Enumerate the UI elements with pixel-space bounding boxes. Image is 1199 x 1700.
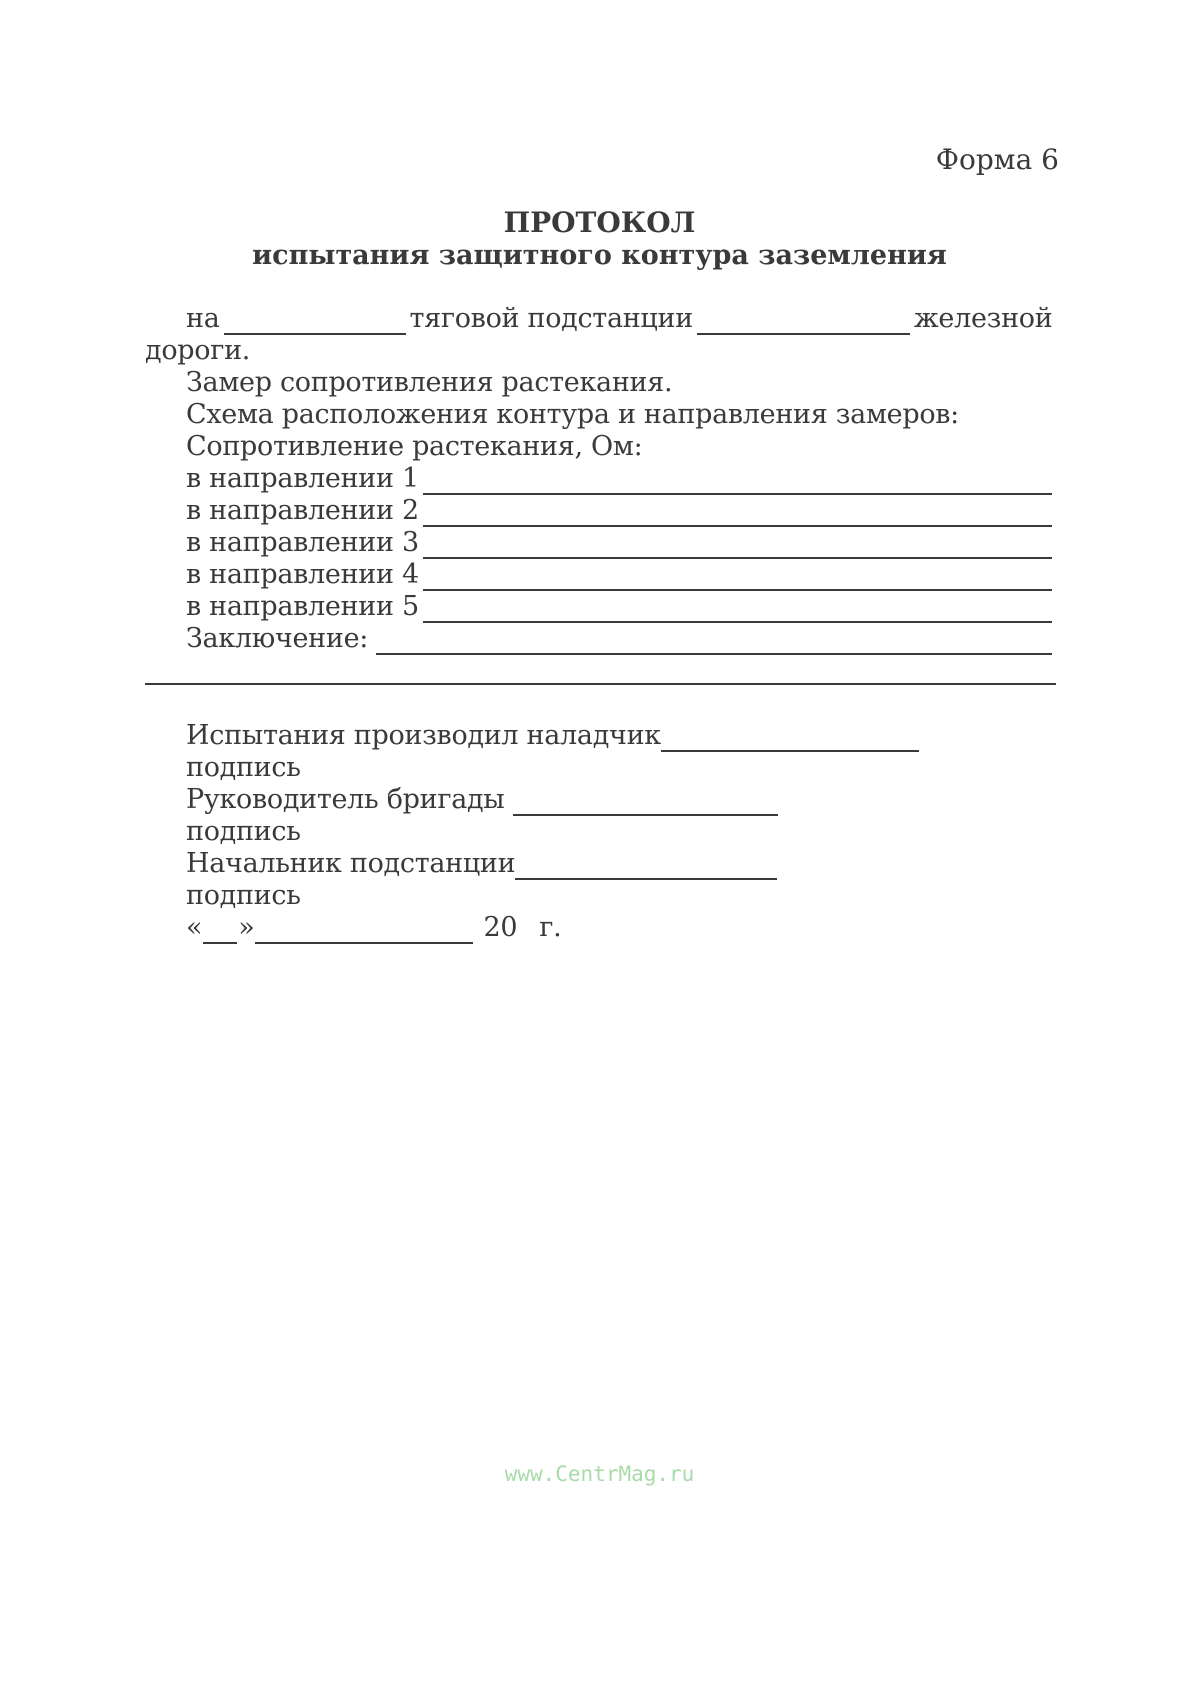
conclusion-row — [186, 623, 1056, 655]
tester-label: Испытания производил наладчик — [186, 720, 661, 751]
year-suffix: г. — [539, 912, 562, 943]
date-close-quote: » — [238, 912, 255, 943]
chief-row — [186, 848, 781, 880]
watermark: www.CentrMag.ru — [504, 1462, 695, 1486]
signature-caption: подпись — [186, 880, 301, 911]
direction-label: в направлении 1 — [186, 463, 419, 494]
direction-label: в направлении 2 — [186, 495, 419, 526]
chief-signature-blank[interactable] — [515, 856, 777, 880]
direction-value-blank[interactable] — [423, 535, 1052, 559]
signature-caption: подпись — [186, 816, 301, 847]
year-prefix: 20 — [483, 912, 518, 943]
direction-row — [186, 527, 1056, 559]
intro-continuation: дороги. — [145, 335, 251, 366]
direction-row — [186, 495, 1056, 527]
direction-row — [186, 559, 1056, 591]
intro-line — [186, 303, 1056, 335]
document-subtitle: испытания защитного контура заземления — [252, 240, 947, 271]
signature-caption: подпись — [186, 752, 301, 783]
date-row — [186, 912, 561, 944]
conclusion-label: Заключение: — [186, 623, 369, 654]
direction-label: в направлении 5 — [186, 591, 419, 622]
direction-row — [186, 591, 1056, 623]
intro-middle: тяговой подстанции — [409, 303, 693, 334]
railway-name-blank[interactable] — [224, 311, 406, 335]
direction-label: в направлении 4 — [186, 559, 419, 590]
date-open-quote: « — [186, 912, 203, 943]
direction-label: в направлении 3 — [186, 527, 419, 558]
resistance-line: Сопротивление растекания, Ом: — [186, 431, 643, 462]
substation-name-blank[interactable] — [697, 311, 910, 335]
direction-value-blank[interactable] — [423, 599, 1052, 623]
measurement-line: Замер сопротивления растекания. — [186, 367, 673, 398]
scheme-line: Схема расположения контура и направления замеров: — [186, 399, 959, 430]
direction-value-blank[interactable] — [423, 471, 1052, 495]
day-blank[interactable] — [203, 920, 237, 944]
direction-row — [186, 463, 1056, 495]
intro-prefix: на — [186, 303, 220, 334]
conclusion-blank[interactable] — [376, 631, 1052, 655]
foreman-signature-blank[interactable] — [513, 792, 778, 816]
foreman-label: Руководитель бригады — [186, 784, 505, 815]
tester-row — [186, 720, 923, 752]
form-number: Форма 6 — [935, 143, 1059, 176]
direction-value-blank[interactable] — [423, 567, 1052, 591]
conclusion-continuation-blank[interactable] — [145, 683, 1056, 685]
intro-suffix: железной — [913, 303, 1053, 334]
foreman-row — [186, 784, 782, 816]
tester-signature-blank[interactable] — [661, 728, 919, 752]
document-title: ПРОТОКОЛ — [503, 206, 696, 239]
month-blank[interactable] — [255, 920, 473, 944]
chief-label: Начальник подстанции — [186, 848, 516, 879]
direction-value-blank[interactable] — [423, 503, 1052, 527]
